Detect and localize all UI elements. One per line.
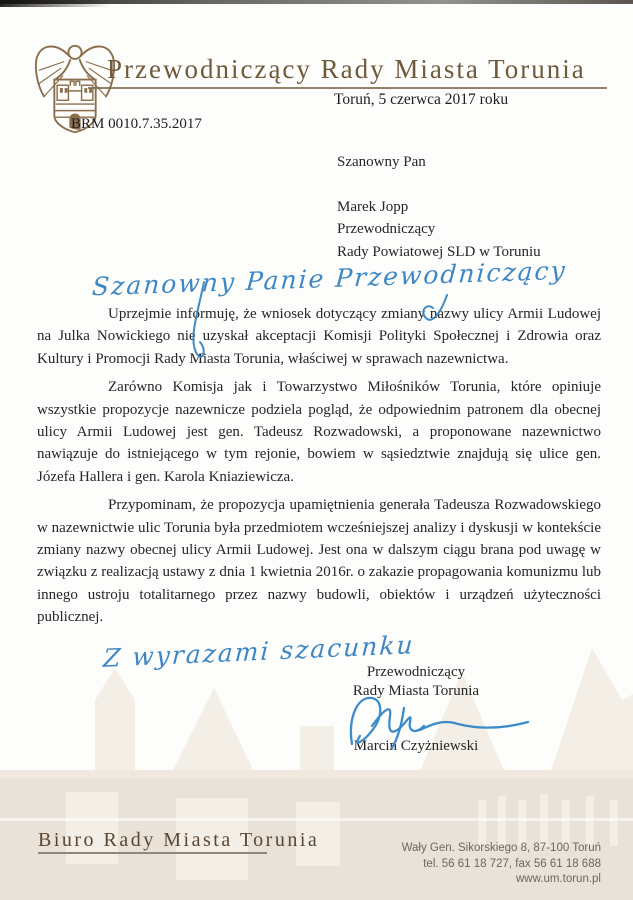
letterhead-title: Przewodniczący Rady Miasta Torunia: [107, 54, 586, 84]
signature-typed-name: Marcin Czyżniewski: [353, 738, 479, 754]
recipient-salutation: Szanowny Pan: [337, 154, 426, 170]
footer-phone-fax: tel. 56 61 18 727, fax 56 61 18 688: [423, 857, 601, 870]
paragraph-3: Przypominam, że propozycja upamiętnienia generała Tadeusza Rozwadowskiego w nazewnictwie ulic Torunia była przedmiotem wcześniejszej analizy i dyskusji w kontekście zmiany nazwy obecnej ulicy Armii Ludowej. Jest ona w dalszym ciągu brana pod uwagę w związku z realizacją ustawy z dnia 1 kwietnia 2016r. o zakazie propagowania komunizmu lub innego ustroju totalitarnego przez nazwy budowli, obiektów i urządzeń użyteczności publicznej.: [37, 497, 601, 626]
letterhead-rule: [88, 87, 607, 89]
footer-website: www.um.torun.pl: [515, 873, 601, 885]
recipient-role: Przewodniczący: [337, 221, 436, 237]
signature-role-line1: Przewodniczący: [366, 664, 466, 680]
signature-role-line2: Rady Miasta Torunia: [352, 683, 480, 699]
recipient-organization: Rady Powiatowej SLD w Toruniu: [337, 243, 541, 260]
handwritten-closing: Z wyrazami szacunku: [102, 630, 416, 673]
scan-edge-corner-artifact: [0, 0, 110, 7]
recipient-name: Marek Jopp: [337, 198, 409, 215]
footer-office-title: Biuro Rady Miasta Torunia: [38, 829, 320, 851]
paragraph-2: Zarówno Komisja jak i Towarzystwo Miłośników Torunia, które opiniuje wszystkie propozycje nazewnicze podziela pogląd, że odpowiednim patronem dla obecnej ulicy Armii Ludowej jest gen. Tadeusz Rozwadowski, a proponowane nazewnictwo nawiązuje do istniejącego w tym rejonie, bowiem w sąsiedztwie znajdują się ulice gen. Józefa Hallera i gen. Karola Kniaziewicza.: [37, 379, 601, 485]
dateline: Toruń, 5 czerwca 2017 roku: [334, 91, 509, 108]
footer-address-block: [341, 841, 601, 888]
signature-role-block: [328, 663, 504, 701]
reference-number: BRM 0010.7.35.2017: [71, 116, 202, 132]
footer-address-line: Wały Gen. Sikorskiego 8, 87-100 Toruń: [401, 842, 601, 854]
handwritten-greeting: Szanowny Panie Przewodniczący: [91, 255, 568, 302]
recipient-block: [337, 151, 541, 263]
footer-rule: [38, 852, 267, 854]
letter-body: [37, 303, 601, 635]
paragraph-1: Uprzejmie informuję, że wniosek dotyczący zmiany nazwy ulicy Armii Ludowej na Julka Nowickiego nie uzyskał akceptacji Komisji Polityki Społecznej i Zdrowia oraz Kultury i Promocji Rady Miasta Torunia, właściwej w sprawach nazewnictwa.: [37, 306, 601, 367]
